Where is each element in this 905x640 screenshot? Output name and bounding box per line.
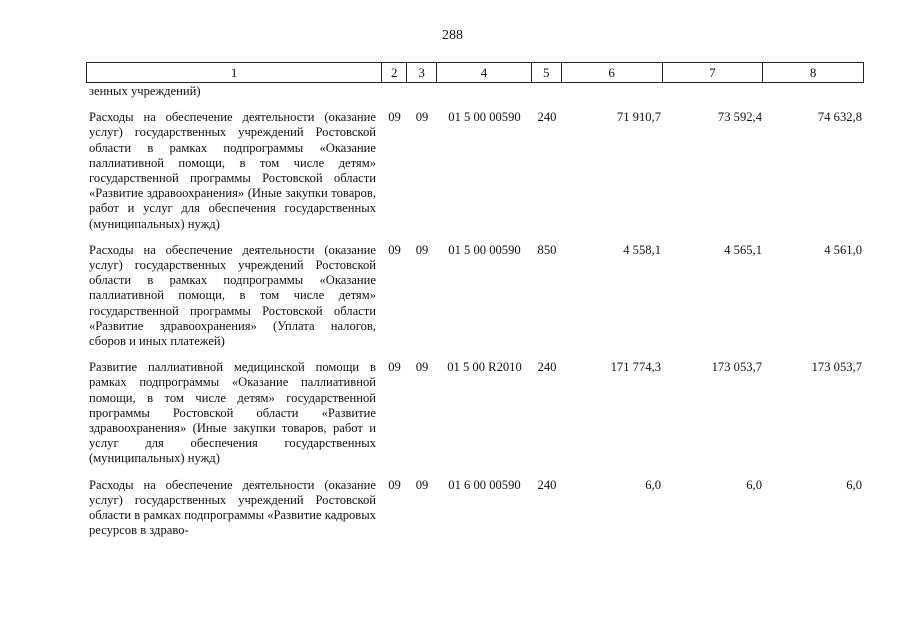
row-subsection-code: 09 — [415, 477, 429, 492]
row-amount-col-6: 4 558,1 — [623, 242, 661, 257]
row-section-code: 09 — [388, 477, 401, 492]
row-amount-col-8: 4 561,0 — [824, 242, 862, 257]
header-col-1: 1 — [87, 63, 382, 82]
row-description: Расходы на обеспечение деятельности (оказание услуг) государственных учреждений Ростовской области в рамках подпрограммы «Развитие кадровых ресурсов в здраво- — [89, 477, 376, 538]
row-subsection-code: 09 — [415, 360, 429, 375]
row-amount-col-7: 6,0 — [746, 477, 762, 492]
header-col-5: 5 — [532, 63, 562, 82]
row-target-code: 01 5 00 R2010 — [447, 360, 522, 375]
row-expense-type-code: 850 — [537, 242, 557, 257]
row-expense-type-code: 240 — [537, 360, 557, 375]
table-row — [86, 243, 864, 349]
row-section-code: 09 — [388, 360, 401, 375]
row-section-code: 09 — [388, 242, 401, 257]
header-col-7: 7 — [663, 63, 764, 82]
row-amount-col-7: 73 592,4 — [717, 110, 762, 125]
row-target-code: 01 6 00 00590 — [448, 477, 521, 492]
row-description: Расходы на обеспечение деятельности (оказание услуг) государственных учреждений Ростовской области в рамках подпрограммы «Оказание паллиативной помощи, в том числе детям» государственной программы Ростовской области «Развитие здравоохранения» (Уплата налогов, сборов и иных платежей) — [89, 242, 376, 349]
row-expense-type-code: 240 — [537, 477, 557, 492]
header-col-4: 4 — [437, 63, 532, 82]
row-amount-col-7: 4 565,1 — [724, 242, 762, 257]
header-col-8: 8 — [809, 65, 817, 80]
header-col-3: 3 — [407, 63, 437, 82]
row-amount-col-6: 6,0 — [645, 477, 661, 492]
row-target-code: 01 5 00 00590 — [448, 110, 521, 125]
row-target-code: 01 5 00 00590 — [448, 242, 521, 257]
row-subsection-code: 09 — [415, 110, 429, 125]
row-description: Расходы на обеспечение деятельности (оказание услуг) государственных учреждений Ростовской области в рамках подпрограммы «Оказание паллиативной помощи, в том числе детям» государственной программы Ростовской области «Развитие здравоохранения» (Иные закупки товаров, работ и услуг для обеспечения государственных (муниципальных) нужд) — [89, 110, 376, 231]
row-amount-col-8: 173 053,7 — [811, 360, 862, 375]
table-row — [86, 360, 864, 466]
table-row — [86, 478, 864, 539]
row-amount-col-8: 74 632,8 — [817, 110, 862, 125]
row-amount-col-6: 171 774,3 — [610, 360, 661, 375]
header-col-6: 6 — [562, 63, 663, 82]
page-number: 288 — [442, 28, 463, 43]
row-subsection-code: 09 — [415, 242, 429, 257]
row-amount-col-6: 71 910,7 — [616, 110, 661, 125]
row-description: Развитие паллиативной медицинской помощи в рамках подпрограммы «Оказание паллиативной помощи, в том числе детям» государственной программы Ростовской области «Развитие здравоохранения» (Иные закупки товаров, работ и услуг для обеспечения государственных (муниципальных) нужд) — [89, 360, 376, 466]
budget-table — [86, 62, 864, 538]
row-section-code: 09 — [388, 110, 401, 125]
table-row — [86, 110, 864, 232]
row-amount-col-8: 6,0 — [846, 477, 862, 492]
header-col-2: 2 — [382, 63, 407, 82]
row-amount-col-7: 173 053,7 — [711, 360, 762, 375]
continuation-text: зенных учреждений) — [89, 84, 201, 98]
row-expense-type-code: 240 — [537, 110, 557, 125]
table-header-row — [86, 62, 864, 83]
